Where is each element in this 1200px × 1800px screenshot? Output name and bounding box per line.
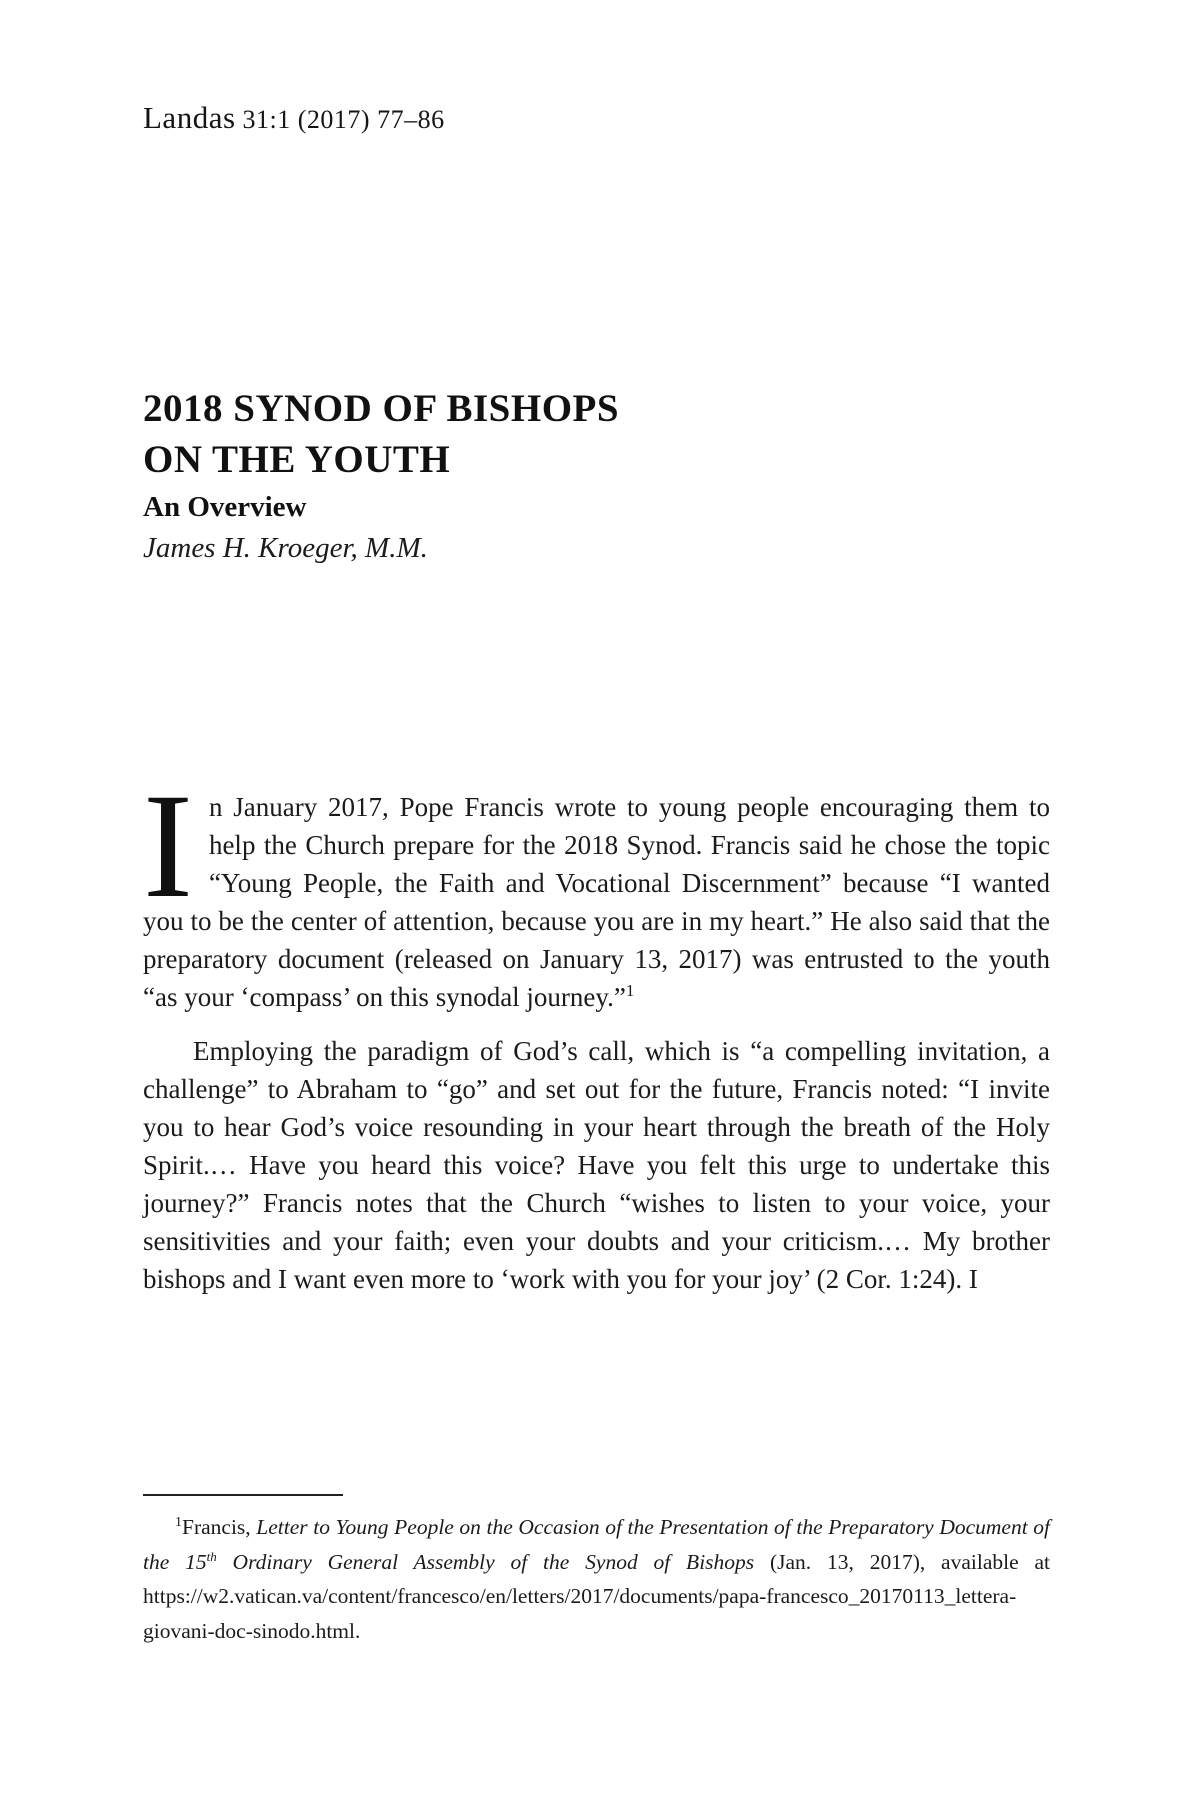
footnote-ordinal-suffix: th (206, 1548, 217, 1564)
article-subtitle: An Overview (143, 491, 307, 523)
paragraph-2-text: Employing the paradigm of God’s call, which is “a compelling invitation, a challenge” to Abraham to “go” and set out for the future, Francis noted: “I invite you to hear God’s voice resounding in your heart through the breath of the Holy Spirit.… Have you heard this voice? Have you felt this urge to undertake this journey?” Francis notes that the Church “wishes to listen to your voice, your sensitivities and your faith; even your doubts and your criticism.… My brother bishops and I want even more to ‘work with you for your joy’ (2 Cor. 1:24). I (143, 1036, 1050, 1294)
article-title-line1: 2018 SYNOD OF BISHOPS (143, 387, 620, 430)
journal-citation: 31:1 (2017) 77–86 (235, 105, 445, 134)
footnote-1 (143, 1510, 1050, 1648)
drop-cap: I (143, 763, 193, 929)
footnote-work-title-part2: Ordinary General Assembly of the Synod of Bishops (216, 1549, 755, 1574)
footnote-separator-rule (143, 1494, 343, 1496)
footnote-work-title-part1: Letter to Young People on the Occasion of the Presentation of the Preparatory Document of the 15 (143, 1515, 1051, 1574)
journal-citation-line (143, 100, 445, 136)
footnote-publication-info: (Jan. 13, 2017), available at https://w2.vatican.va/content/francesco/en/letters/2017/documents/papa-francesco_20170113_lettera-giovani-doc-sinodo.html. (143, 1549, 1050, 1643)
paragraph-2 (143, 1032, 1050, 1298)
article-body (143, 763, 1050, 1298)
article-title (143, 383, 1053, 485)
paragraph-1 (143, 763, 1050, 1016)
footnote-marker: 1 (175, 1514, 182, 1530)
author-name: James H. Kroeger, M.M. (143, 532, 428, 564)
paragraph-1-text: n January 2017, Pope Francis wrote to young people encouraging them to help the Church prepare for the 2018 Synod. Francis said he chose the topic “Young People, the Faith and Vocational Discernment” because “I wanted you to be the center of attention, because you are in my heart.” He also said that the preparatory document (released on January 13, 2017) was entrusted to the youth “as your ‘compass’ on this synodal journey.” (143, 792, 1050, 1012)
journal-name: Landas (143, 100, 236, 135)
footnote-section (143, 1494, 1050, 1648)
footnote-author: Francis, (182, 1515, 257, 1539)
title-block (143, 383, 1053, 565)
article-title-line2: ON THE YOUTH (143, 438, 451, 481)
footnote-reference-1: 1 (625, 981, 635, 1000)
